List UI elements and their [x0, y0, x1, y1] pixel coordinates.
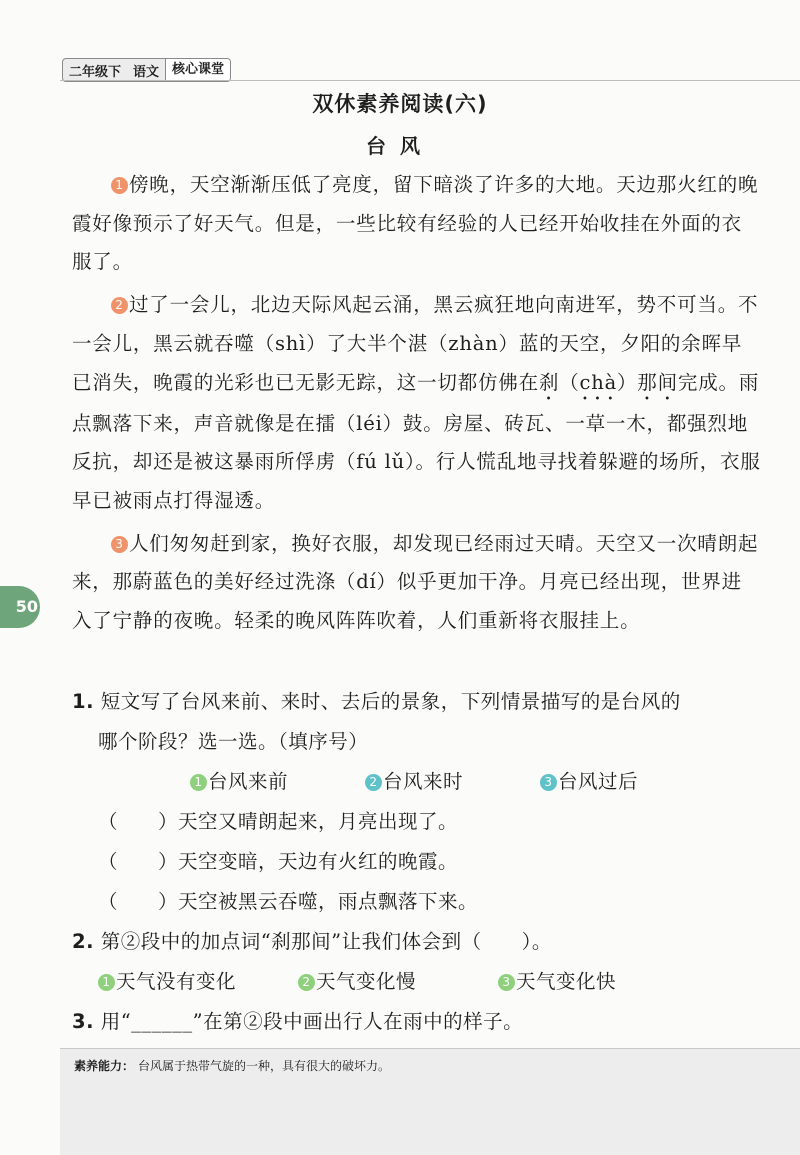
question-text: 用“______”在第②段中画出行人在雨中的样子。 — [100, 1010, 524, 1033]
option — [365, 762, 540, 802]
question-number: 2. — [72, 930, 94, 953]
paragraph-3 — [72, 525, 762, 641]
questions — [72, 682, 762, 1042]
question-text: 短文写了台风来前、来时、去后的景象，下列情景描写的是台风的 — [100, 690, 681, 713]
paragraph-text: 过了一会儿，北边天际风起云涌，黑云疯狂地向南进军，势不可当。不一会儿，黑云就吞噬（shì）了大半个湛（zhàn）蓝的天空，夕阳的余晖早已消失，晚霞的光彩也已无影无踪，这一切都仿佛在 — [72, 293, 759, 394]
option-number-badge: 1 — [98, 974, 115, 991]
header-tag — [62, 58, 231, 82]
option-label: 台风来时 — [383, 770, 464, 793]
footer-label: 素养能力： — [74, 1059, 135, 1073]
option — [190, 762, 365, 802]
question-2 — [72, 922, 762, 962]
paragraph-number-badge: 1 — [111, 177, 128, 194]
option-number-badge: 2 — [365, 774, 382, 791]
paragraph-text: 完成。雨点飘落下来，声音就像是在擂（léi）鼓。房屋、砖瓦、一草一木，都强烈地反抗，却还是被这暴雨所俘虏（fú lǔ）。行人慌乱地寻找着躲避的场所，衣服早已被雨点打得湿透。 — [72, 370, 761, 512]
question-number: 3. — [72, 1010, 94, 1033]
option-label: 天气变化慢 — [316, 970, 417, 993]
option — [298, 962, 498, 1002]
answer-item-text: 天空又晴朗起来，月亮出现了。 — [178, 810, 459, 833]
page-title: 双休素养阅读(六) — [312, 92, 488, 116]
question-2-options — [72, 962, 762, 1002]
option-label: 天气变化快 — [516, 970, 617, 993]
question-1-options — [72, 762, 762, 802]
option-label: 天气没有变化 — [116, 970, 237, 993]
footer-text: 台风属于热带气旋的一种，具有很大的破坏力。 — [138, 1059, 391, 1073]
option — [498, 962, 698, 1002]
grade-label: 二年级下 — [69, 64, 122, 80]
footer — [60, 1048, 800, 1155]
page-number-tab: 50 — [0, 586, 40, 628]
header-divider — [60, 80, 800, 81]
option-number-badge: 3 — [498, 974, 515, 991]
answer-blank[interactable]: （ ） — [98, 810, 179, 833]
option-number-badge: 3 — [540, 774, 557, 791]
paragraph-text: 人们匆匆赶到家，换好衣服，却发现已经雨过天晴。天空又一次晴朗起来，那蔚蓝色的美好经过洗涤（dí）似乎更加干净。月亮已经出现，世界进入了宁静的夜晚。轻柔的晚风阵阵吹着，人们重新将衣服挂上。 — [72, 531, 759, 633]
paragraph-number-badge: 3 — [111, 536, 128, 553]
series-label: 核心课堂 — [165, 59, 230, 81]
option — [98, 962, 298, 1002]
answer-item-text: 天空变暗，天边有火红的晚霞。 — [178, 850, 459, 873]
paragraph-text: 傍晚，天空渐渐压低了亮度，留下暗淡了许多的大地。天边那火红的晚霞好像预示了好天气。但是，一些比较有经验的人已经开始收挂在外面的衣服了。 — [72, 173, 759, 274]
option-label: 台风过后 — [558, 770, 639, 793]
option-label: 台风来前 — [208, 770, 289, 793]
option-number-badge: 1 — [190, 774, 207, 791]
dotted-word: 刹（chà）那间 — [538, 370, 678, 394]
paragraph-number-badge: 2 — [111, 297, 128, 314]
option-number-badge: 2 — [298, 974, 315, 991]
answer-item-text: 天空被黑云吞噬，雨点飘落下来。 — [178, 890, 479, 913]
question-1-continued: 哪个阶段？选一选。（填序号） — [98, 730, 369, 753]
answer-item — [72, 842, 762, 882]
answer-blank[interactable]: （ ） — [98, 890, 179, 913]
paragraph-2 — [72, 286, 762, 521]
answer-item — [72, 802, 762, 842]
subject-label: 语文 — [133, 64, 160, 80]
story-body — [72, 166, 762, 645]
question-1 — [72, 682, 762, 722]
answer-blank[interactable]: （ ） — [98, 850, 179, 873]
question-3 — [72, 1002, 762, 1042]
answer-item — [72, 882, 762, 922]
question-number: 1. — [72, 690, 94, 713]
question-text: 第②段中的加点词“刹那间”让我们体会到（ ）。 — [100, 930, 552, 953]
option — [540, 762, 715, 802]
story-title: 台风 — [366, 134, 434, 158]
paragraph-1 — [72, 166, 762, 282]
footer-note — [74, 1057, 390, 1074]
